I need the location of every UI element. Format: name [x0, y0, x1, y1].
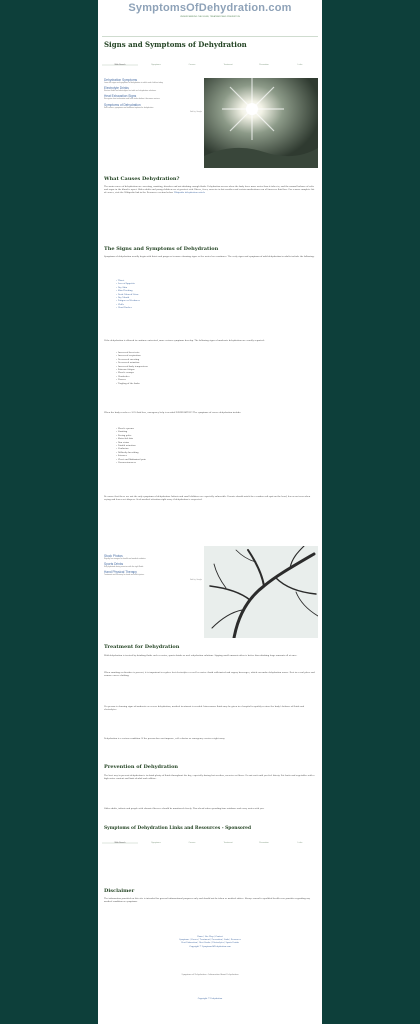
nav-item-links[interactable]: Links [297, 64, 303, 66]
header-divider [102, 36, 318, 37]
ad-item[interactable] [104, 570, 202, 576]
list-item: • Tingling of the limbs [116, 383, 148, 386]
list-item[interactable]: • Skin Flushing [116, 290, 140, 293]
list-item: • Extreme fatigue [116, 369, 148, 372]
ad-item[interactable] [104, 86, 202, 92]
nav-item-web-search[interactable]: Web Search [102, 842, 138, 844]
section-heading-signs: The Signs and Symptoms of Dehydration [104, 246, 219, 252]
list-item: • Unconsciousness [116, 462, 146, 465]
ad-title[interactable]: Electrolyte Drinks [104, 86, 129, 91]
list-item[interactable]: • Fatigue or Weakness [116, 300, 140, 303]
ad-description: Stay hydrated during exercise with the right fluids. [104, 566, 144, 569]
nav-item-links[interactable]: Links [297, 842, 303, 844]
list-item: • Headaches [116, 376, 148, 379]
section-heading-prevention: Prevention of Dehydration [104, 764, 179, 770]
list-item[interactable]: • Loss of Appetite [116, 283, 140, 286]
footer-link-row[interactable]: Copyright © SymptomsOfDehydration.com [189, 945, 231, 948]
treatment-p4: Dehydration is a serious condition. If the person does not improve, call a doctor or emergency services right away. [104, 738, 226, 740]
wikipedia-link[interactable]: Wikipedia dehydration article [173, 192, 206, 195]
ad-description: Learn the signs and symptoms of dehydration in adults and children today. [104, 82, 164, 84]
ad-item[interactable] [104, 554, 202, 560]
section-heading-disclaimer: Disclaimer [104, 888, 135, 894]
severe-intro: When the body reaches a 10% fluid loss, emergency help is needed IMMEDIATELY! The symptoms of severe dehydration include: [104, 412, 242, 414]
ad-item[interactable] [104, 103, 202, 109]
treatment-p1: Mild dehydration is treated by drinking fluids such as water, sports drinks or oral rehydration solutions. Sipping small amounts often is better than drinking large amounts all at once. [104, 655, 298, 657]
list-item: • Shriveled skin [116, 438, 146, 441]
footer-note [104, 974, 316, 977]
nav-item-web-search[interactable]: Web Search [102, 64, 138, 66]
ad-description: Recognize heat exhaustion and heat stroke before it becomes serious. [104, 98, 161, 101]
signs-intro: Symptoms of dehydration usually begin with thirst and progress to more alarming signs as the water loss continues. The early signs and symptoms of mild dehydration in adults include the following: [104, 256, 315, 258]
list-item: • Vomiting [116, 431, 146, 434]
footer-link-row[interactable]: Symptoms | Causes | Treatment | Prevention | Links | Resources [179, 939, 241, 942]
ad-description: Royalty free images for health and medical websites. [104, 558, 147, 560]
section-heading-treatment: Treatment for Dehydration [104, 644, 180, 650]
list-item: • Increased respiration [116, 355, 148, 358]
nav-item-symptoms[interactable]: Symptoms [151, 64, 161, 66]
ad-item[interactable] [104, 94, 202, 100]
list-item: • Muscle cramps [116, 372, 148, 375]
ads-by-google-label[interactable]: Ads by Google [190, 578, 202, 581]
ads-by-google-label[interactable]: Ads by Google [190, 110, 202, 113]
nav-item-symptoms[interactable]: Symptoms [151, 842, 161, 844]
list-item[interactable]: • Dry Mouth [116, 297, 140, 300]
list-item: • Nausea [116, 379, 148, 382]
signs-closing: Be aware that these are not the only symptoms of dehydration. Infants and small children are especially vulnerable. Parents should watch for a sunken soft spot on the head, few or no tears when crying and fewer wet diapers. Seek medical attention right away if dehydration is suspected. [104, 496, 311, 502]
links-nav [102, 840, 318, 846]
prevention-p1: The best way to prevent dehydration is to drink plenty of fluids throughout the day, especially during hot weather, exercise or illness. Do not wait until you feel thirsty. Eat fruits and vegetables with a high water content and limit alcohol and caffeine. [104, 775, 315, 781]
footer-links [104, 936, 316, 949]
list-item: • Painful urination [116, 445, 146, 448]
list-item: • Seizures [116, 455, 146, 458]
ad-title[interactable]: Dehydration Symptoms [104, 78, 138, 82]
list-item[interactable]: • Chills [116, 304, 140, 307]
nav-item-prevention[interactable]: Prevention [259, 64, 269, 66]
page-title: Signs and Symptoms of Dehydration [104, 40, 247, 49]
list-item: • Racing pulse [116, 435, 146, 438]
list-item: • Chest and Abdominal pain [116, 459, 146, 462]
ad-block-top [104, 78, 202, 113]
ad-description: Treatment and recovery for hand and wrist injuries. [104, 574, 145, 577]
causes-text [104, 186, 316, 195]
section-heading-causes: What Causes Dehydration? [104, 176, 180, 182]
footer-copyright [104, 998, 316, 1001]
ad-item[interactable] [104, 78, 202, 84]
ad-title[interactable]: Stock Photos [104, 554, 123, 558]
ad-block-mid [104, 554, 202, 581]
list-item: • Increased body temperature [116, 366, 148, 369]
nav-item-causes[interactable]: Causes [188, 64, 196, 66]
ad-description: Find causes, symptoms and treatment options for dehydration. [104, 106, 154, 109]
nav-item-prevention[interactable]: Prevention [259, 842, 269, 844]
top-nav [102, 62, 318, 68]
section-heading-links: Symptoms of Dehydration Links and Resources - Sponsored [104, 826, 252, 831]
list-item: • Muscle spasms [116, 428, 146, 431]
list-item: • Difficulty breathing [116, 452, 146, 455]
list-item[interactable]: • Thirst [116, 280, 140, 283]
ad-title[interactable]: Hand Physical Therapy [104, 570, 137, 575]
list-item: • Decreased sweating [116, 359, 148, 362]
ad-title[interactable]: Sports Drinks [104, 562, 124, 567]
treatment-p3: If a person is showing signs of moderate or severe dehydration, medical treatment is needed. Intravenous fluids may be given in a hospital to quickly restore the body's balance of fluids and electrolytes. [104, 706, 305, 712]
list-item: • Decreased urination [116, 362, 148, 365]
site-tagline: UNDERSTANDING THE SIGNS, TREATMENT AND PREVENTION [180, 16, 240, 18]
list-item: • Dim vision [116, 442, 146, 445]
ad-item[interactable] [104, 562, 202, 568]
footer-note-text: Symptoms of Dehydration - Information About Dehydration [181, 974, 239, 976]
prevention-p2: Older adults, infants and people with chronic illnesses should be monitored closely. Plan ahead when spending time outdoors and carry water with you. [104, 808, 265, 810]
list-item[interactable]: • Dark Colored Urine [116, 294, 140, 297]
list-item[interactable]: • Dry Skin [116, 287, 140, 290]
list-item[interactable]: • Head Rushes [116, 307, 140, 310]
page-container [98, 0, 322, 1024]
list-item: • Confusion [116, 448, 146, 451]
ad-description: Restore fluids and electrolytes fast with oral rehydration solutions. [104, 90, 157, 93]
early-symptoms-list [116, 280, 140, 311]
site-logo[interactable]: SymptomsOfDehydration.com [128, 2, 292, 14]
moderate-symptoms-list [116, 352, 148, 386]
ad-title[interactable]: Heat Exhaustion Signs [104, 94, 137, 99]
disclaimer-text: The information provided on this site is intended for general informational purposes only and should not be taken as medical advice. Always consult a qualified health care provider regarding any medical condition or symptoms. [104, 898, 311, 904]
footer-link-row[interactable]: Home | Site Map | Contact [197, 936, 223, 938]
list-item: • Increased heart rate [116, 352, 148, 355]
severe-symptoms-list [116, 428, 146, 465]
copyright-text[interactable]: Copyright © Dehydration [197, 998, 223, 1000]
tree-branches-photo [204, 546, 318, 638]
sunburst-photo [204, 78, 318, 168]
nav-item-treatment[interactable]: Treatment [223, 64, 233, 66]
treatment-p2: When vomiting or diarrhea is present, it is important to replace lost electrolytes as well as water. Avoid caffeinated and sugary beverages, which can make dehydration worse. Rest in a cool place and remove excess clothing. [104, 672, 315, 678]
nav-item-treatment[interactable]: Treatment [223, 842, 233, 844]
moderate-intro: If the dehydration is allowed to continue untreated, more serious symptoms develop. The following signs of moderate dehydration are usually reported: [104, 340, 265, 342]
ad-title[interactable]: Symptoms of Dehydration [104, 102, 141, 107]
nav-item-causes[interactable]: Causes [188, 842, 196, 844]
causes-body: The main causes of dehydration are sweating, vomiting, diarrhea and not drinking enough fluids. Dehydration occurs when the body loses more water than it takes in, and the normal balance of salts and sugar in the blood is upset. Older adults and young children are at greatest risk. Illness, fever, exercise in hot weather and certain medications can all increase fluid loss. For a more complete list of causes, visit the Wikipedia link in the Resources section below. [104, 186, 315, 195]
footer-link-row[interactable]: Heat Exhaustion | Heat Stroke | Electrolytes | Sports Drinks [181, 942, 239, 945]
